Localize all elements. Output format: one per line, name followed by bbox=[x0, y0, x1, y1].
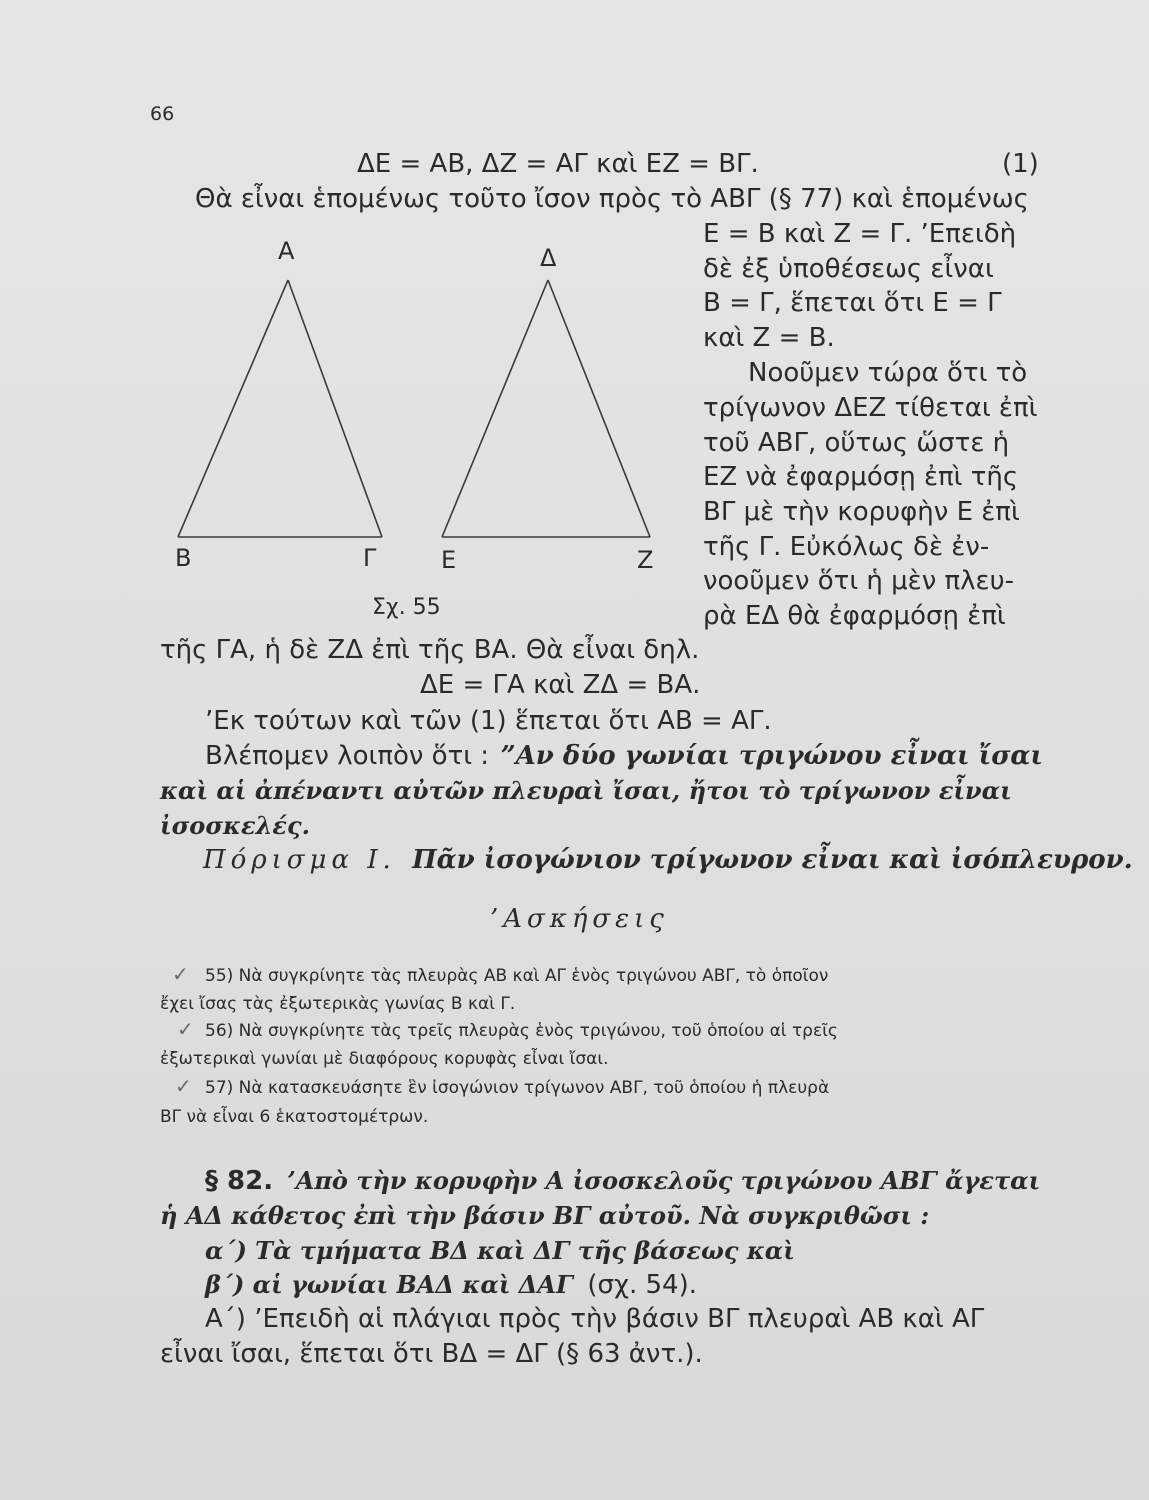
side-text-line: τοῦ ΑΒΓ, οὕτως ὥστε ἡ bbox=[703, 428, 1010, 458]
proof-line-1: Α΄) ’Επειδὴ αἱ πλάγιαι πρὸς τὴν βάσιν ΒΓ πλευραὶ ΑΒ καὶ ΑΓ bbox=[205, 1304, 985, 1334]
equation-number: (1) bbox=[1002, 149, 1039, 179]
triangle-abg-side-ab bbox=[178, 280, 288, 537]
triangle-dez-side-dz bbox=[548, 280, 650, 537]
theorem-line-2: καὶ αἱ ἀπέναντι αὐτῶν πλευραὶ ἴσαι, ἤτοι τὸ τρίγωνον εἶναι bbox=[160, 776, 1012, 805]
exercise-55-line-2: ἔχει ἴσας τὰς ἐξωτερικὰς γωνίας Β καὶ Γ. bbox=[160, 994, 516, 1014]
proof-line-2: εἶναι ἴσαι, ἕπεται ὅτι ΒΔ = ΔΓ (§ 63 ἀντ.). bbox=[160, 1339, 703, 1369]
exercise-57-line-2: ΒΓ νὰ εἶναι 6 ἑκατοστομέτρων. bbox=[160, 1107, 429, 1127]
figure-caption: Σχ. 55 bbox=[372, 595, 441, 620]
side-text-line: δὲ ἐξ ὑποθέσεως εἶναι bbox=[703, 254, 994, 284]
theorem-line-1 bbox=[205, 740, 1043, 772]
side-text-line: καὶ Ζ = Β. bbox=[703, 323, 835, 353]
vertex-label-e: Ε bbox=[441, 546, 457, 574]
section-item-b-text: β΄) αἱ γωνίαι ΒΑΔ καὶ ΔΑΓ bbox=[205, 1270, 574, 1299]
section-item-b-ref: (σχ. 54). bbox=[587, 1270, 698, 1300]
section-title-text: ’Απὸ τὴν κορυφὴν Α ἰσοσκελοῦς τριγώνου ΑΒΓ ἄγεται bbox=[287, 1166, 1041, 1195]
side-text-line: νοοῦμεν ὅτι ἡ μὲν πλευ- bbox=[703, 566, 1015, 596]
side-text-line: Ε = Β καὶ Ζ = Γ. ’Επειδὴ bbox=[703, 219, 1017, 249]
corollary-text: Πᾶν ἰσογώνιον τρίγωνον εἶναι καὶ ἰσόπλευρον. bbox=[412, 845, 1133, 875]
section-line-2: ἡ ΑΔ κάθετος ἐπὶ τὴν βάσιν ΒΓ αὐτοῦ. Νὰ συγκριθῶσι : bbox=[160, 1201, 930, 1230]
paragraph-line bbox=[195, 183, 1048, 215]
exercise-57-line-1: 57) Νὰ κατασκευάσητε ἓν ἰσογώνιον τρίγωνον ΑΒΓ, τοῦ ὁποίου ἡ πλευρὰ bbox=[205, 1078, 830, 1098]
side-text-line: ρὰ ΕΔ θὰ ἐφαρμόσῃ ἐπὶ bbox=[703, 601, 1006, 631]
side-text-line: ΒΓ μὲ τὴν κορυφὴν Ε ἐπὶ bbox=[703, 497, 1020, 527]
paragraph-line: τῆς ΓΑ, ἡ δὲ ΖΔ ἐπὶ τῆς ΒΑ. Θὰ εἶναι δηλ. bbox=[160, 635, 700, 665]
text-run: Θὰ εἶναι ἑπομένως τοῦτο ἴσον πρὸς τὸ ΑΒΓ (§ 77) καὶ ἑπομένως bbox=[195, 184, 1029, 214]
section-line-1 bbox=[205, 1165, 1040, 1197]
side-text-line: Β = Γ, ἕπεται ὅτι Ε = Γ bbox=[703, 288, 1002, 318]
handwritten-check-mark: ✓ bbox=[177, 1017, 194, 1041]
side-text-line: τρίγωνον ΔΕΖ τίθεται ἐπὶ bbox=[703, 393, 1038, 423]
vertex-label-d: Δ bbox=[540, 244, 557, 272]
exercises-heading: ’Ασκήσεις bbox=[490, 904, 669, 934]
side-text-line: Νοοῦμεν τώρα ὅτι τὸ bbox=[748, 358, 1028, 388]
vertex-label-a: Α bbox=[278, 237, 295, 265]
theorem-text: ”Αν δύο γωνίαι τριγώνου εἶναι ἴσαι bbox=[500, 741, 1043, 771]
corollary-label: Πόρισμα Ι. bbox=[203, 845, 396, 875]
exercise-56-line-1: 56) Νὰ συγκρίνητε τὰς τρεῖς πλευρὰς ἑνὸς τριγώνου, τοῦ ὁποίου αἱ τρεῖς bbox=[205, 1021, 838, 1041]
paragraph-line: ’Εκ τούτων καὶ τῶν (1) ἕπεται ὅτι ΑΒ = ΑΓ. bbox=[205, 706, 772, 736]
handwritten-check-mark: ✓ bbox=[175, 1074, 192, 1098]
section-item-a: α΄) Τὰ τμήματα ΒΔ καὶ ΔΓ τῆς βάσεως καὶ bbox=[205, 1236, 795, 1265]
vertex-label-b: Β bbox=[175, 544, 192, 572]
page-number: 66 bbox=[150, 103, 175, 125]
theorem-lead: Βλέπομεν λοιπὸν ὅτι : bbox=[205, 741, 490, 771]
exercise-55-line-1: 55) Νὰ συγκρίνητε τὰς πλευρὰς ΑΒ καὶ ΑΓ ἑνὸς τριγώνου ΑΒΓ, τὸ ὁποῖον bbox=[205, 966, 829, 986]
section-number: § 82. bbox=[205, 1166, 274, 1196]
corollary-line bbox=[203, 844, 1133, 876]
vertex-label-g: Γ bbox=[363, 544, 377, 572]
exercise-56-line-2: ἐξωτερικαὶ γωνίαι μὲ διαφόρους κορυφὰς εἶναι ἴσαι. bbox=[160, 1049, 609, 1069]
triangles-figure bbox=[170, 237, 670, 580]
section-item-b bbox=[205, 1269, 697, 1301]
equation-line-1: ΔΕ = ΑΒ, ΔΖ = ΑΓ καὶ ΕΖ = ΒΓ. bbox=[357, 149, 759, 179]
vertex-label-z: Ζ bbox=[637, 546, 654, 574]
equation-line-2: ΔΕ = ΓΑ καὶ ΖΔ = ΒΑ. bbox=[420, 670, 701, 700]
triangle-dez-side-de bbox=[442, 280, 548, 537]
theorem-line-3: ἰσοσκελές. bbox=[160, 811, 310, 840]
side-text-line: ΕΖ νὰ ἐφαρμόσῃ ἐπὶ τῆς bbox=[703, 462, 1019, 492]
side-text-line: τῆς Γ. Εὐκόλως δὲ ἐν- bbox=[703, 532, 990, 562]
triangle-abg-side-ag bbox=[288, 280, 382, 537]
handwritten-check-mark: ✓ bbox=[172, 962, 189, 986]
